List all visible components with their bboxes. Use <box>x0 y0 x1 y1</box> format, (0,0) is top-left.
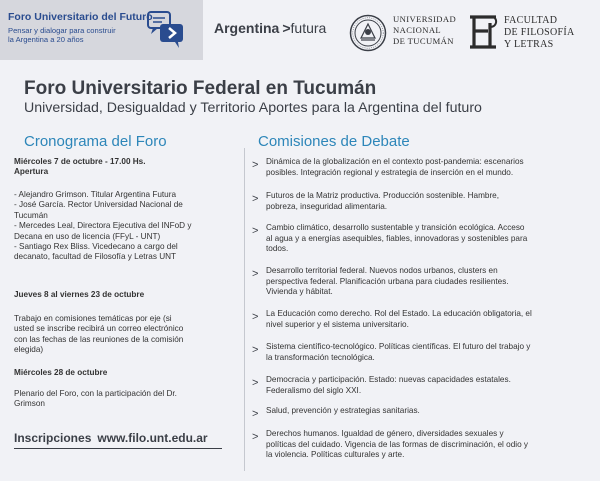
cronograma-line: - José García. Rector Universidad Nacional de <box>14 200 183 210</box>
chevron-right-icon: > <box>252 431 259 443</box>
af-logo-arrow: > <box>282 20 291 36</box>
column-divider <box>244 148 245 471</box>
page-title: Foro Universitario Federal en Tucumán <box>24 78 377 99</box>
ffyl-name-line: Y LETRAS <box>504 39 554 50</box>
cronograma-block1-body <box>14 190 238 263</box>
page-subtitle: Universidad, Desigualdad y Territorio Aportes para la Argentina del futuro <box>24 100 482 116</box>
chevron-right-icon: > <box>252 193 259 205</box>
cronograma-line: Plenario del Foro, con la participación del Dr. <box>14 389 177 398</box>
header-bar <box>0 0 600 62</box>
cronograma-line: Decana en uso de licencia (FFyL - UNT) <box>14 231 161 241</box>
cronograma-line: elegida) <box>14 345 44 355</box>
inscripciones-link[interactable]: www.filo.unt.edu.ar <box>97 431 208 445</box>
comision-text <box>266 191 596 212</box>
comision-line: Federalismo del siglo XXI. <box>266 385 362 395</box>
chat-bubbles-icon <box>147 10 185 50</box>
argentina-futura-logo <box>214 20 326 36</box>
chevron-right-icon: > <box>252 268 259 280</box>
chevron-right-icon: > <box>252 377 259 389</box>
cronograma-line: Miércoles 7 de octubre - 17.00 Hs. <box>14 157 146 166</box>
comision-line: Democracia y participación. Estado: nuevas capacidades estatales. <box>266 375 511 384</box>
unt-name-line: UNIVERSIDAD <box>393 14 457 24</box>
cronograma-line: - Alejandro Grimson. Titular Argentina Futura <box>14 190 177 199</box>
foro-subtitle-line: la Argentina a 20 años <box>8 35 84 44</box>
cronograma-heading: Cronograma del Foro <box>24 133 167 150</box>
foro-banner <box>0 0 203 60</box>
cronograma-block2-title: Jueves 8 al viernes 23 de octubre <box>14 290 145 299</box>
unt-name <box>393 14 456 47</box>
comision-line: la transformación tecnológica. <box>266 352 375 362</box>
af-logo-word-a: Argentina <box>214 20 280 36</box>
foro-title: Foro Universitario del Futuro <box>8 11 153 23</box>
comision-line: perspectiva federal. Planificación urbana para ciudades resilientes. <box>266 276 509 286</box>
ffyl-monogram-icon <box>466 13 500 51</box>
cronograma-line: Trabajo en comisiones temáticas por eje (si <box>14 314 172 323</box>
cronograma-block3-title: Miércoles 28 de octubre <box>14 368 108 377</box>
foro-subtitle <box>8 26 148 44</box>
af-logo-word-b: futura <box>290 20 327 36</box>
unt-name-line: NACIONAL <box>393 25 442 35</box>
chevron-right-icon: > <box>252 225 259 237</box>
comision-line: la violencia. Políticas culturales y arte. <box>266 450 405 460</box>
comision-text <box>266 223 596 255</box>
cronograma-block2-body <box>14 314 238 356</box>
comision-line: Derechos humanos. Igualdad de género, diversidades sexuales y <box>266 429 504 438</box>
cronograma-block3-body <box>14 389 238 410</box>
chevron-right-icon: > <box>252 311 259 323</box>
ffyl-name-line: DE FILOSOFÍA <box>504 27 575 38</box>
foro-subtitle-line: Pensar y dialogar para construir <box>8 26 116 35</box>
comision-line: Dinámica de la globalización en el contexto post-pandemia: escenarios <box>266 157 524 166</box>
cronograma-line: con las fechas de las reuniones de la comisión <box>14 334 184 344</box>
cronograma-line: decanato, facultad de Filosofía y Letras UNT <box>14 252 177 262</box>
unt-seal-icon <box>349 14 387 52</box>
unt-name-line: DE TUCUMÁN <box>393 36 454 46</box>
comision-line: Futuros de la Matriz productiva. Producción sostenible. Hambre, <box>266 191 499 200</box>
comision-line: Desarrollo territorial federal. Nuevos nodos urbanos, clusters en <box>266 266 498 275</box>
comision-text <box>266 375 596 396</box>
comision-line: posibles. Integración regional y estrategia de inserción en el mundo. <box>266 167 514 177</box>
comision-line: al agua y a energías asequibles, fiables, innovadoras y sostenibles para <box>266 233 528 243</box>
cronograma-line: - Santiago Rex Bliss. Vicedecano a cargo del <box>14 242 178 252</box>
chevron-right-icon: > <box>252 344 259 356</box>
comision-line: La Educación como derecho. Rol del Estado. La educación obligatoria, el <box>266 309 532 318</box>
cronograma-line: usted se inscribe recibirá un correo electrónico <box>14 324 184 334</box>
comision-line: Salud, prevención y estrategias sanitarias. <box>266 406 420 415</box>
comision-text <box>266 406 596 417</box>
comisiones-heading: Comisiones de Debate <box>258 133 410 150</box>
comision-line: todos. <box>266 244 289 254</box>
inscripciones-underline <box>14 448 222 449</box>
inscripciones-label: Inscripciones <box>14 431 92 445</box>
comision-line: políticas del cuidado. Vigencia de las formas de discriminación, el odio y <box>266 439 528 449</box>
chevron-right-icon: > <box>252 408 259 420</box>
comision-text <box>266 266 596 298</box>
cronograma-block1-title <box>14 157 236 178</box>
cronograma-line: Apertura <box>14 167 49 177</box>
comision-line: Vivienda y hábitat. <box>266 287 333 297</box>
comision-line: pobreza, inseguridad alimentaria. <box>266 201 388 211</box>
comision-text <box>266 342 596 363</box>
cronograma-line: Grimson <box>14 399 45 409</box>
comision-text <box>266 429 596 461</box>
chevron-right-icon: > <box>252 159 259 171</box>
ffyl-name-line: FACULTAD <box>504 15 558 26</box>
comision-line: Sistema científico-tecnológico. Políticas científicas. El futuro del trabajo y <box>266 342 531 351</box>
ffyl-name <box>504 15 575 51</box>
comision-line: Cambio climático, desarrollo sustentable y transición ecológica. Acceso <box>266 223 525 232</box>
comision-line: nivel superior y el sistema universitario. <box>266 319 409 329</box>
cronograma-line: Tucumán <box>14 210 48 220</box>
comision-text <box>266 157 596 178</box>
inscripciones <box>14 431 208 445</box>
comision-text <box>266 309 596 330</box>
cronograma-line: - Mercedes Leal, Directora Ejecutiva del INFoD y <box>14 221 192 231</box>
